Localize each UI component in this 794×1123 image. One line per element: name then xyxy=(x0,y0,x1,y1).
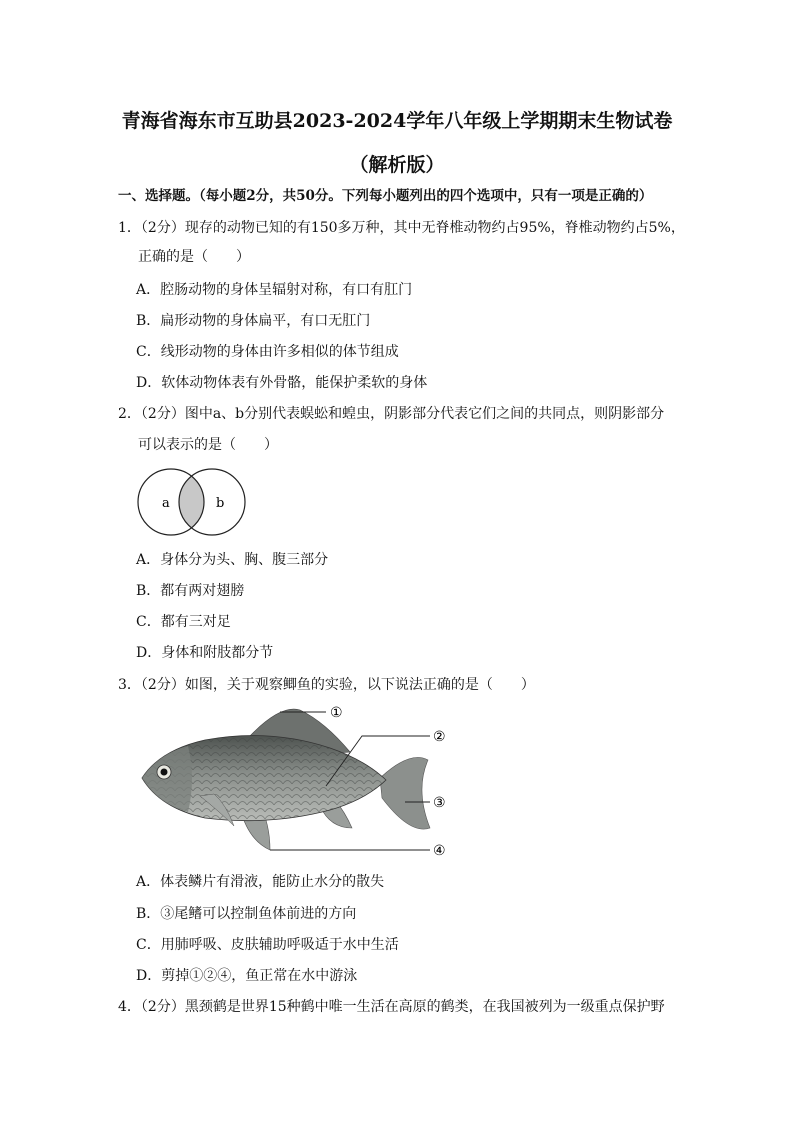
fish-label-1: ① xyxy=(330,705,343,721)
q1-option-b[interactable]: B．扁形动物的身体扁平，有口无肛门 xyxy=(136,313,371,329)
q3-stem: 3．（2分）如图，关于观察鲫鱼的实验，以下说法正确的是（ ） xyxy=(118,677,535,693)
q2-option-b[interactable]: B．都有两对翅膀 xyxy=(136,583,245,599)
q1-option-c[interactable]: C．线形动物的身体由许多相似的体节组成 xyxy=(136,344,399,360)
q2-option-d[interactable]: D．身体和附肢都分节 xyxy=(136,645,274,661)
section-heading-choice: 一、选择题。（每小题2分，共50分。下列每小题列出的四个选项中，只有一项是正确的） xyxy=(118,188,653,204)
carp-figure xyxy=(130,700,460,865)
q3-option-a[interactable]: A．体表鳞片有滑液，能防止水分的散失 xyxy=(136,874,385,890)
fish-label-2: ② xyxy=(433,729,446,745)
q2-option-c[interactable]: C．都有三对足 xyxy=(136,614,231,630)
exam-subtitle: （解析版） xyxy=(349,154,445,176)
q1-stem: 1．（2分）现存的动物已知的有150多万种，其中无脊椎动物约占95%，脊椎动物约占5%， xyxy=(118,220,685,236)
exam-title: 青海省海东市互助县2023-2024学年八年级上学期期末生物试卷 xyxy=(121,110,673,132)
fish-label-4: ④ xyxy=(433,843,446,859)
venn-label-a: a xyxy=(162,496,170,511)
q4-stem: 4．（2分）黑颈鹤是世界15种鹤中唯一生活在高原的鹤类，在我国被列为一级重点保护野 xyxy=(118,999,665,1015)
q2-stem-cont: 可以表示的是（ ） xyxy=(138,437,278,453)
venn-label-b: b xyxy=(216,496,225,511)
q2-stem: 2．（2分）图中a、b分别代表蜈蚣和蝗虫，阴影部分代表它们之间的共同点，则阴影部分 xyxy=(118,406,665,422)
q3-option-c[interactable]: C．用肺呼吸、皮肤辅助呼吸适于水中生活 xyxy=(136,937,399,953)
q3-option-d[interactable]: D．剪掉①②④，鱼正常在水中游泳 xyxy=(136,968,358,984)
q1-option-d[interactable]: D．软体动物体表有外骨骼，能保护柔软的身体 xyxy=(136,375,428,391)
fish-label-3: ③ xyxy=(433,795,446,811)
q2-option-a[interactable]: A．身体分为头、胸、腹三部分 xyxy=(136,552,329,568)
q1-option-a[interactable]: A．腔肠动物的身体呈辐射对称，有口有肛门 xyxy=(136,282,413,298)
q1-stem-cont: 正确的是（ ） xyxy=(138,249,250,265)
venn-diagram xyxy=(134,466,254,538)
tail-fin xyxy=(380,757,430,829)
q3-option-b[interactable]: B．③尾鳍可以控制鱼体前进的方向 xyxy=(136,906,357,922)
